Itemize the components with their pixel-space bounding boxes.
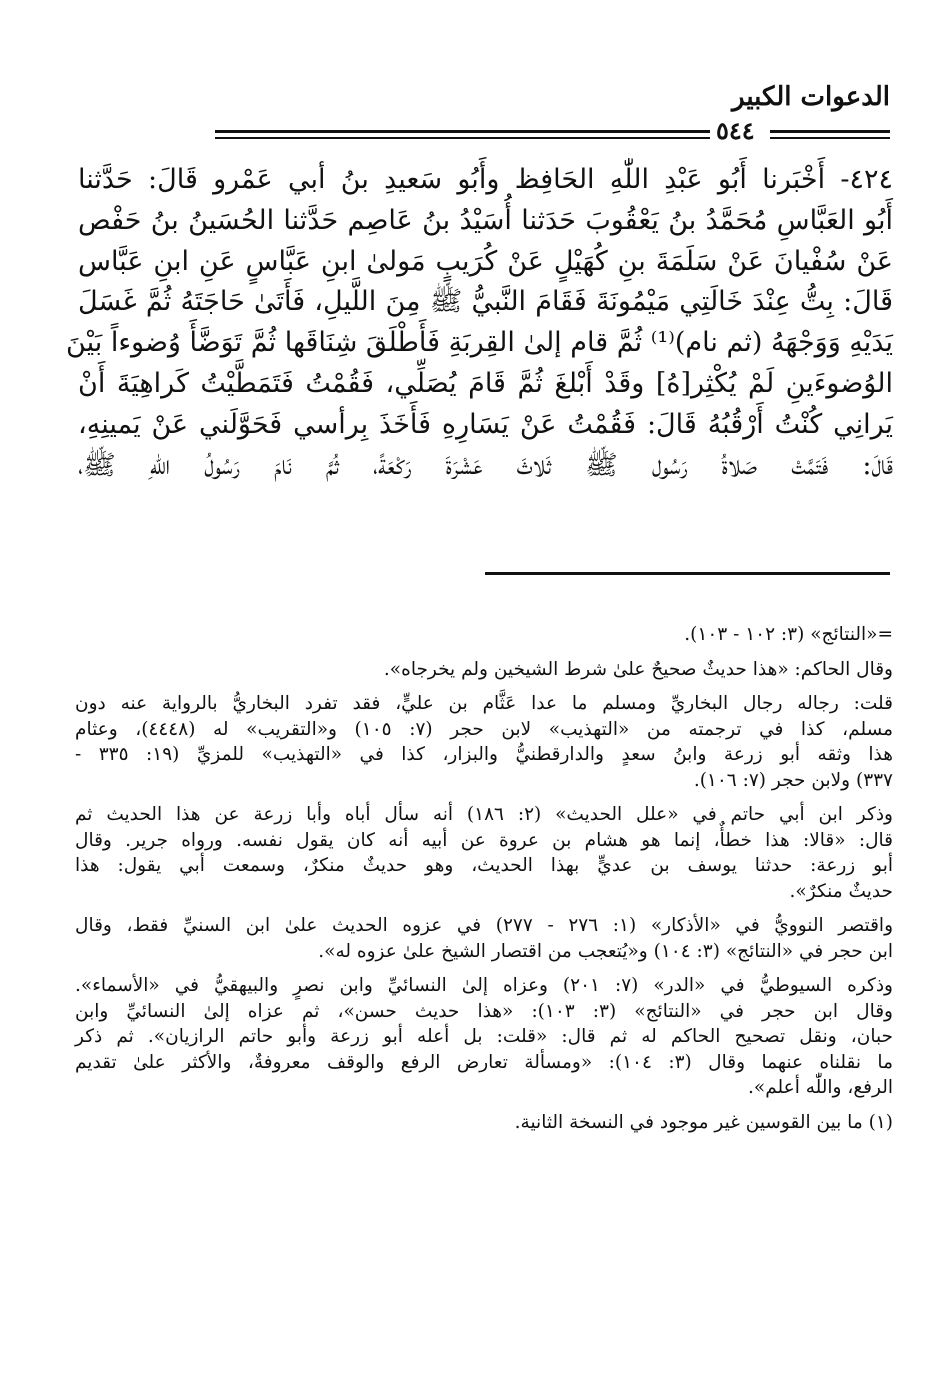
footnote-line: ٣٣٧) ولابن حجر (٧: ١٠٦). [693, 769, 893, 791]
footnote-line: وقال الحاكم: «هذا حديثٌ صحيحٌ علىٰ شرط الشيخين ولم يخرجاه». [383, 658, 893, 680]
running-header-title: الدعوات الكبير [731, 82, 890, 112]
main-text-line: أَبُو العَبَّاسِ مُحَمَّدُ بنُ يَعْقُوبَ حَدَثنا أُسَيْدُ بنُ عَاصِم حَدَّثنا الحُسَينُ بنُ حَفْص [78, 204, 893, 236]
footnote-paragraph [75, 691, 893, 793]
main-text-line: عَنْ سُفْيانَ عَنْ سَلَمَةَ بنِ كُهَيْلٍ عَنْ كُرَيبٍ مَولىٰ ابنِ عَبَّاسٍ عَنِ ابنِ عَبَّاس [78, 245, 893, 277]
footnote-paragraph [75, 802, 893, 904]
footnote-line: مسلم، كذا في ترجمته من «التهذيب» لابن حجر (٧: ١٠٥) و«التقريب» له (٤٤٤٨)، وعثام [75, 718, 893, 740]
footnote-paragraph [75, 913, 893, 964]
footnote-line: حبان، ونقل تصحيح الحاكم له ثم قال: «قلت: بل أعله أبو زرعة وأبو حاتم الرازيان». ثم ذكر [75, 1026, 893, 1047]
footnote-line: وذكره السيوطيُّ في «الدر» (٧: ٢٠١) وعزاه إلىٰ النسائيِّ وابن نصرٍ والبيهقيُّ في «الأسماء». [75, 975, 893, 996]
footnote-line: قلت: رجاله رجال البخاريِّ ومسلم ما عدا عَثَّام بن عليٍّ، فقد تفرد البخاريُّ بالرواية عنه دون [75, 693, 893, 714]
footnote-line: ابن حجر في «النتائج» (٣: ١٠٤) و«يُتعجب من اقتصار الشيخ علىٰ عزوه له». [318, 940, 893, 962]
main-text-line: الوُضوءَينِ لَمْ يُكْثِر[هُ] وقَدْ أَبْلغَ ثُمَّ قَامَ يُصَلِّي، فَقُمْتُ فَتَمَطَّيْتُ كَراهِيَةَ أَنْ [78, 367, 893, 399]
main-text-line: يَرانِي كُنْتُ أَرْقُبُهُ قَالَ: فَقُمْتُ عَنْ يَسَارِهِ فَأَخَذَ بِرأسي فَحَوَّلَني عَنْ يَمينِهِ، [78, 408, 893, 440]
main-text-line: يَدَيْهِ وَوَجْهَهُ (ثم نام)⁽¹⁾ ثُمَّ قام إلىٰ القِربَةِ فَأَطْلَقَ شِنَاقَها ثُمَّ تَوَضَّأَ وُضوءاً بَيْنَ [66, 327, 893, 359]
footnote-paragraph [75, 973, 893, 999]
footnote-line: (١) ما بين القوسين غير موجود في النسخة الثانية. [514, 1111, 893, 1133]
footnotes [75, 622, 893, 1135]
header-rule-short [770, 130, 890, 139]
footnote-paragraph [75, 1110, 893, 1136]
main-text-line: ٤٢٤- أَخْبَرنا أَبُو عَبْدِ اللّٰهِ الحَافِظ وأَبُو سَعيدِ بنُ أبي عَمْرو قَالَ: حَدَّثنا [78, 164, 893, 195]
main-text [66, 160, 893, 486]
header-rule-long [215, 130, 710, 139]
footnote-paragraph [75, 657, 893, 683]
footnote-line: قال: «قالا: هذا خطأٌ، إنما هو هشام بن عروة عن أبيه أنه كان يقول نفسه. ورواه جرير. وقال [75, 829, 893, 851]
footnote-line: أبو زرعة: حدثنا يوسف بن عديٍّ بهذا الحديث، وهو حديثٌ منكرٌ، وسمعت أبي يقول: هذا [75, 855, 893, 876]
footnote-line: الرفع، واللّٰه أعلم». [748, 1077, 893, 1098]
footnote-line: وقال ابن حجر في «النتائج» (٣: ١٠٣): «هذا حديث حسن»، ثم عزاه إلىٰ النسائيِّ وابن [75, 1000, 893, 1022]
footnote-paragraph [75, 999, 893, 1101]
footnote-line: ما نقلناه عنهما وقال (٣: ١٠٤): «ومسألة تعارض الرفع والوقف معروفةٌ، والأكثر علىٰ تقديم [75, 1051, 893, 1073]
main-text-line: قَالَ: فَتَمَّتْ صَلاةُ رَسُول ﷺ ثَلاثَ عَشْرَةَ رَكْعَةً، ثُمَّ نَامَ رَسُولُ اللّٰهِ ﷺ، [78, 449, 893, 481]
footnote-paragraph [75, 622, 893, 648]
page-number: ٥٤٤ [716, 116, 755, 145]
footnote-line: =«النتائج» (٣: ١٠٢ - ١٠٣). [684, 624, 893, 645]
footnote-line: حديثٌ منكرٌ». [789, 880, 893, 902]
footnote-separator [485, 572, 890, 575]
footnote-line: واقتصر النوويُّ في «الأذكار» (١: ٢٧٦ - ٢٧٧) في عزوه الحديث علىٰ ابن السنيِّ فقط، وقال [75, 915, 894, 936]
footnote-line: هذا وثقه أبو زرعة وابنُ سعدٍ والدارقطنيُّ والبزار، كذا في «التهذيب» للمزيِّ (١٩: ٣٣٥ - [75, 744, 893, 765]
main-text-line: قَالَ: بِتُّ عِنْدَ خَالَتِي مَيْمُونَةَ فَقَامَ النَّبيُّ ﷺ مِنَ اللَّيلِ، فَأَتَىٰ حَاجَتَهُ ثُمَّ غَسَلَ [78, 286, 893, 318]
footnote-line: وذكر ابن أبي حاتم في «علل الحديث» (٢: ١٨٦) أنه سأل أباه وأبا زرعة عن هذا الحديث ثم [75, 804, 893, 825]
